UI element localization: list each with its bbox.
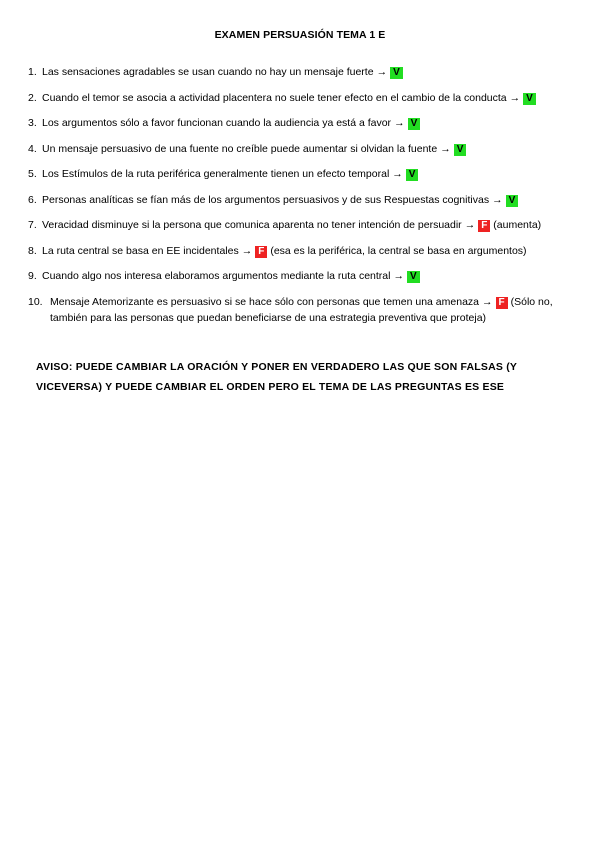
question-item	[28, 217, 580, 233]
question-text: Veracidad disminuye si la persona que comunica aparenta no tener intención de persuadir	[42, 219, 462, 231]
arrow-icon: →	[394, 117, 405, 129]
question-number: 3.	[28, 117, 37, 129]
question-number: 7.	[28, 219, 37, 231]
page-title: EXAMEN PERSUASIÓN TEMA 1 E	[214, 29, 386, 41]
arrow-icon: →	[392, 168, 403, 180]
question-text: Cuando el temor se asocia a actividad placentera no suele tener efecto en el cambio de la conducta	[42, 91, 507, 104]
question-item	[28, 268, 580, 284]
answer-badge-true: V	[390, 67, 403, 79]
answer-badge-true: V	[406, 169, 419, 181]
answer-note: (Sólo no, también para las personas que puedan beneficiarse de una estrategia preventiva que proteja)	[50, 295, 553, 324]
question-list	[28, 64, 580, 335]
question-number: 2.	[28, 91, 37, 104]
question-number: 9.	[28, 270, 37, 282]
question-item	[28, 192, 580, 208]
answer-badge-false: F	[478, 220, 490, 232]
question-item	[28, 166, 580, 182]
question-item	[28, 115, 580, 131]
question-item	[28, 243, 580, 259]
question-number: 1.	[28, 66, 37, 78]
question-number: 10.	[28, 295, 43, 308]
question-text: Cuando algo nos interesa elaboramos argumentos mediante la ruta central	[42, 270, 391, 282]
arrow-icon: →	[482, 295, 493, 308]
arrow-icon: →	[492, 193, 503, 206]
question-number: 5.	[28, 168, 37, 180]
question-text: Las sensaciones agradables se usan cuando no hay un mensaje fuerte	[42, 66, 374, 78]
answer-note: (esa es la periférica, la central se basa en argumentos)	[270, 244, 527, 257]
arrow-icon: →	[509, 91, 521, 104]
question-item	[28, 90, 580, 106]
arrow-icon: →	[440, 142, 451, 155]
answer-badge-true: V	[454, 144, 467, 156]
answer-badge-true: V	[407, 271, 420, 283]
answer-badge-true: V	[506, 195, 519, 207]
answer-badge-false: F	[255, 246, 267, 258]
answer-badge-false: F	[496, 297, 508, 309]
answer-badge-true: V	[523, 93, 536, 105]
answer-badge-true: V	[408, 118, 421, 130]
question-text: Los Estímulos de la ruta periférica generalmente tienen un efecto temporal	[42, 168, 390, 180]
answer-note: (aumenta)	[493, 219, 542, 231]
question-number: 6.	[28, 193, 37, 206]
question-item	[28, 141, 580, 157]
question-item	[28, 64, 580, 80]
question-text: La ruta central se basa en EE incidentales	[42, 244, 239, 257]
question-text: Un mensaje persuasivo de una fuente no creíble puede aumentar si olvidan la fuente	[42, 142, 438, 155]
arrow-icon: →	[464, 219, 476, 231]
question-number: 4.	[28, 142, 37, 155]
arrow-icon: →	[241, 244, 253, 257]
question-number: 8.	[28, 244, 37, 257]
arrow-icon: →	[393, 270, 404, 282]
question-text: Personas analíticas se fían más de los argumentos persuasivos y de sus Respuestas cognitivas	[42, 193, 490, 206]
exam-notice: AVISO: PUEDE CAMBIAR LA ORACIÓN Y PONER EN VERDADERO LAS QUE SON FALSAS (Y VICEVERSA) Y PUEDE CAMBIAR EL ORDEN PERO EL TEMA DE LAS PREGUNTAS ES ESE	[36, 361, 517, 393]
arrow-icon: →	[376, 66, 388, 78]
question-text: Los argumentos sólo a favor funcionan cuando la audiencia ya está a favor	[42, 117, 392, 129]
question-text: Mensaje Atemorizante es persuasivo si se hace sólo con personas que temen una amenaza	[50, 295, 480, 308]
question-item	[28, 294, 580, 326]
